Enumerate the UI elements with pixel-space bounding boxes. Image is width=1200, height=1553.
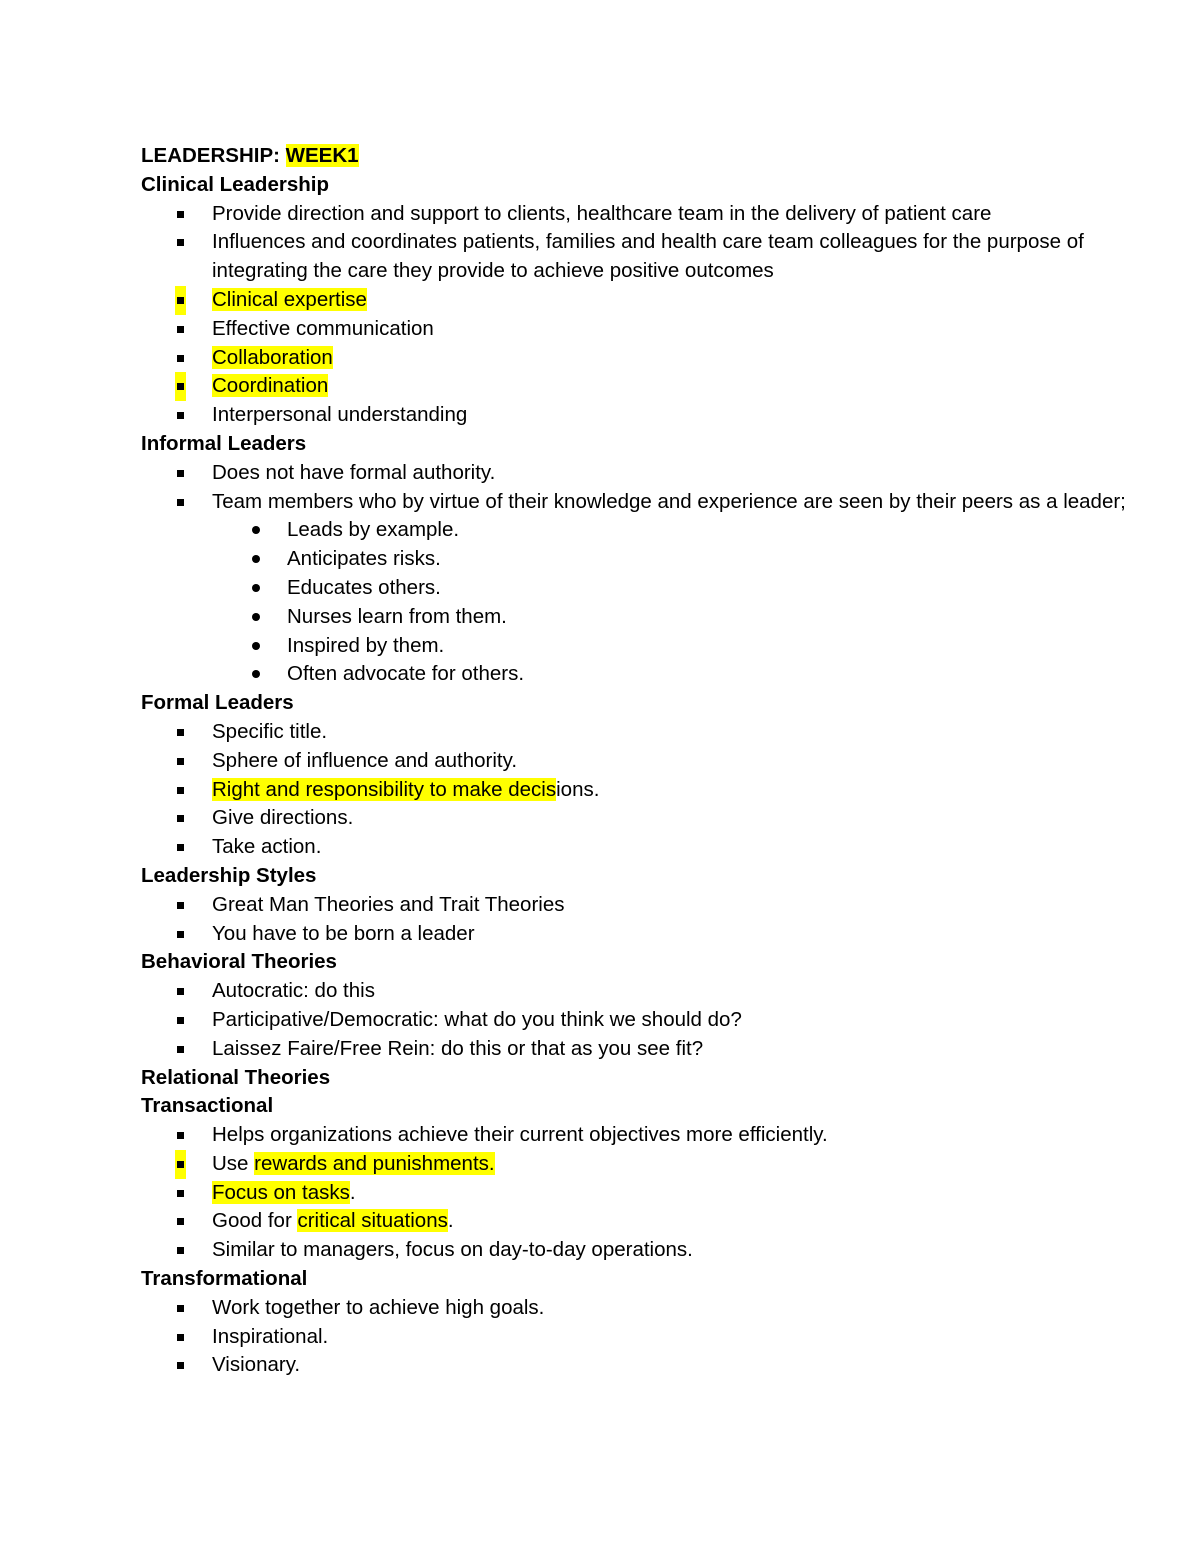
list-item: Provide direction and support to clients, healthcare team in the delivery of patient care — [141, 200, 1141, 229]
square-bullet-icon — [177, 401, 193, 430]
list-item: Visionary. — [141, 1351, 1141, 1380]
list-item: Inspirational. — [141, 1323, 1141, 1352]
list-item: Helps organizations achieve their current objectives more efficiently. — [141, 1121, 1141, 1150]
square-bullet-icon — [177, 200, 193, 229]
list-item: Does not have formal authority. — [141, 459, 1141, 488]
square-bullet-icon — [177, 1323, 193, 1352]
list-item: Right and responsibility to make decisions. — [141, 776, 1141, 805]
square-bullet-icon — [177, 459, 193, 488]
square-bullet-icon — [177, 1236, 193, 1265]
square-bullet-icon — [177, 718, 193, 747]
heading-formal-leaders: Formal Leaders — [141, 691, 294, 715]
sub-list-item: Anticipates risks. — [141, 545, 1141, 574]
sub-list-item: Leads by example. — [141, 516, 1141, 545]
square-bullet-icon — [175, 1150, 186, 1179]
square-bullet-icon — [177, 1121, 193, 1150]
square-bullet-icon — [177, 344, 193, 373]
sub-list-item: Educates others. — [141, 574, 1141, 603]
heading-behavioral-theories: Behavioral Theories — [141, 950, 337, 974]
list-item: Interpersonal understanding — [141, 401, 1141, 430]
list-item: Give directions. — [141, 804, 1141, 833]
heading-transformational: Transformational — [141, 1267, 308, 1291]
round-bullet-icon — [252, 632, 268, 661]
square-bullet-icon — [177, 804, 193, 833]
heading-clinical-leadership: Clinical Leadership — [141, 172, 329, 196]
square-bullet-icon — [177, 747, 193, 776]
list-item: Coordination — [141, 372, 1141, 401]
round-bullet-icon — [252, 545, 268, 574]
heading-leadership-styles: Leadership Styles — [141, 863, 317, 887]
list-item: Work together to achieve high goals. — [141, 1294, 1141, 1323]
list-item: Collaboration — [141, 344, 1141, 373]
list-item: Specific title. — [141, 718, 1141, 747]
list-item: Great Man Theories and Trait Theories — [141, 891, 1141, 920]
list-item: Autocratic: do this — [141, 977, 1141, 1006]
list-item: Good for critical situations. — [141, 1207, 1141, 1236]
sub-list-item: Inspired by them. — [141, 632, 1141, 661]
title-prefix: LEADERSHIP: — [141, 144, 286, 167]
heading-relational-theories: Relational Theories — [141, 1065, 331, 1089]
square-bullet-icon — [177, 891, 193, 920]
list-item: Influences and coordinates patients, families and health care team colleagues for the purpose of integrating the care they provide to achieve positive outcomes — [141, 228, 1141, 286]
square-bullet-icon — [177, 1035, 193, 1064]
document-title — [141, 142, 1141, 171]
square-bullet-icon — [177, 1179, 193, 1208]
title-week-highlight: WEEK1 — [285, 144, 359, 167]
list-item: Effective communication — [141, 315, 1141, 344]
square-bullet-icon — [177, 1294, 193, 1323]
list-item: You have to be born a leader — [141, 920, 1141, 949]
square-bullet-icon — [177, 1207, 193, 1236]
list-item: Use rewards and punishments. — [141, 1150, 1141, 1179]
square-bullet-icon — [177, 1351, 193, 1380]
square-bullet-icon — [177, 833, 193, 862]
square-bullet-icon — [177, 977, 193, 1006]
list-item: Laissez Faire/Free Rein: do this or that as you see fit? — [141, 1035, 1141, 1064]
square-bullet-icon — [177, 920, 193, 949]
heading-transactional: Transactional — [141, 1094, 274, 1118]
sub-list-item: Often advocate for others. — [141, 660, 1141, 689]
square-bullet-icon — [177, 488, 193, 517]
heading-informal-leaders: Informal Leaders — [141, 431, 307, 455]
square-bullet-icon — [175, 372, 186, 401]
list-item: Participative/Democratic: what do you think we should do? — [141, 1006, 1141, 1035]
list-item: Focus on tasks. — [141, 1179, 1141, 1208]
round-bullet-icon — [252, 574, 268, 603]
square-bullet-icon — [177, 1006, 193, 1035]
square-bullet-icon — [177, 228, 193, 257]
document-body — [141, 142, 1141, 1380]
square-bullet-icon — [177, 315, 193, 344]
list-item: Team members who by virtue of their knowledge and experience are seen by their peers as a leader; — [141, 488, 1141, 517]
round-bullet-icon — [252, 603, 268, 632]
square-bullet-icon — [177, 776, 193, 805]
list-item: Clinical expertise — [141, 286, 1141, 315]
list-item: Similar to managers, focus on day-to-day operations. — [141, 1236, 1141, 1265]
round-bullet-icon — [252, 516, 268, 545]
round-bullet-icon — [252, 660, 268, 689]
list-item: Take action. — [141, 833, 1141, 862]
list-item: Sphere of influence and authority. — [141, 747, 1141, 776]
square-bullet-icon — [175, 286, 186, 315]
sub-list-item: Nurses learn from them. — [141, 603, 1141, 632]
